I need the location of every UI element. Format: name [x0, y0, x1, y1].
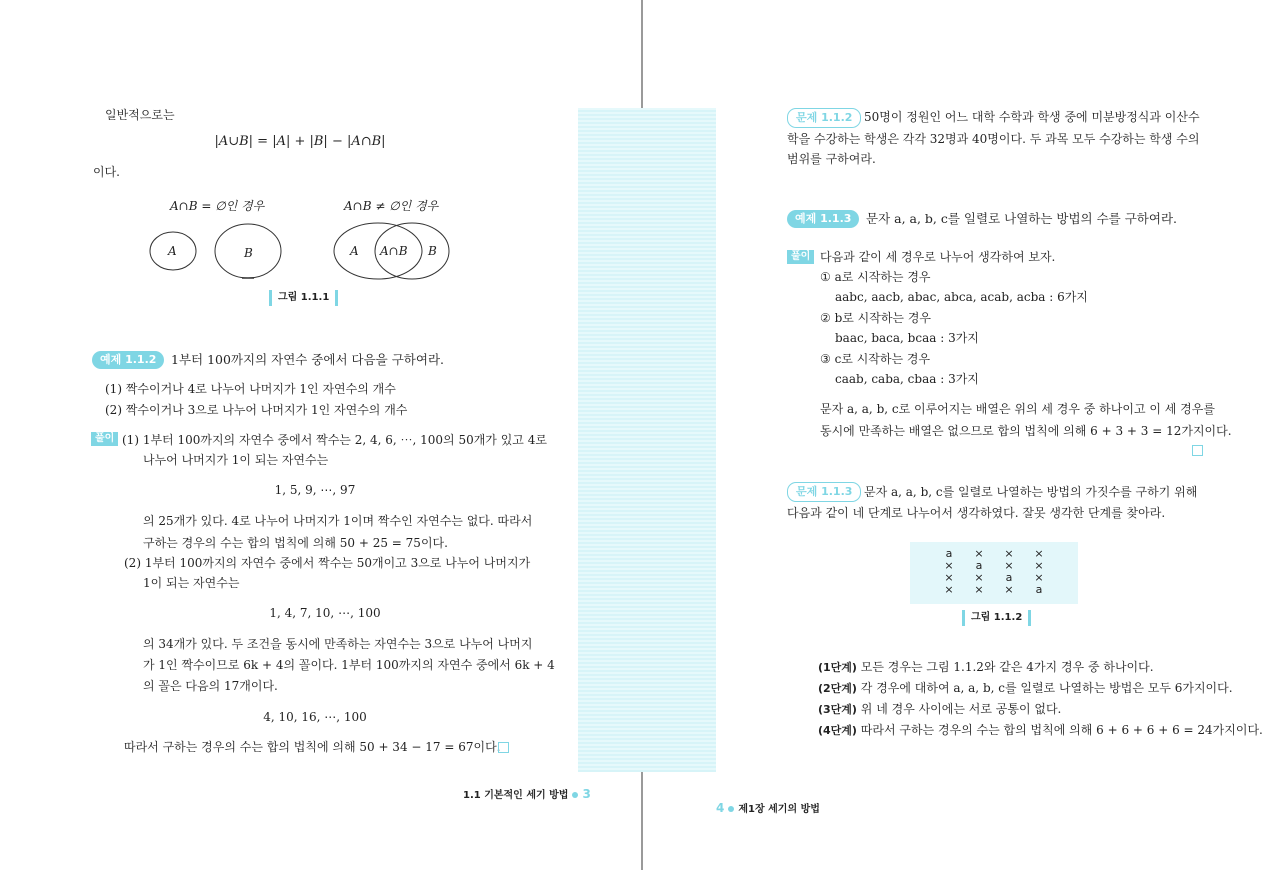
example-badge-1-1-2: 예제 1.1.2 — [92, 351, 164, 369]
example-title-1-1-2: 1부터 100까지의 자연수 중에서 다음을 구하여라. — [171, 352, 445, 367]
intro-text: 일반적으로는 — [105, 108, 175, 122]
qed-box — [1192, 445, 1203, 456]
grid-cell: a — [1035, 583, 1043, 596]
footer-left — [463, 786, 591, 801]
solution-conclusion: 동시에 만족하는 배열은 없으므로 합의 법칙에 의해 6 + 3 + 3 = 12가지이다. — [820, 424, 1232, 438]
grid-cell: × — [944, 559, 954, 572]
solution-badge-left: 풀이 — [91, 432, 118, 446]
problem-text: 학을 수강하는 학생은 각각 32명과 40명이다. 두 과목 모두 수강하는 학생 수의 — [787, 132, 1200, 146]
figure-caption-2: 그림 1.1.2 — [962, 610, 1031, 626]
problem-badge-1-1-2: 문제 1.1.2 — [787, 108, 861, 128]
solution-line: 구하는 경우의 수는 합의 법칙에 의해 50 + 25 = 75이다. — [143, 536, 448, 550]
intro-end: 이다. — [93, 165, 120, 179]
grid-cell: × — [944, 583, 954, 596]
solution-badge-right: 풀이 — [787, 250, 814, 264]
step-1 — [818, 659, 1154, 676]
example-item-2: (2) 짝수이거나 3으로 나누어 나머지가 1인 자연수의 개수 — [105, 403, 408, 417]
step-label: (3단계) — [818, 703, 857, 716]
grid-cell: × — [974, 583, 984, 596]
problem-text: 범위를 구하여라. — [787, 152, 876, 166]
case-body-1: aabc, aacb, abac, abca, acab, acba : 6가지 — [835, 290, 1088, 304]
grid-cell: × — [1034, 571, 1044, 584]
case-head-3: ③ c로 시작하는 경우 — [820, 352, 931, 366]
solution-sequence: 1, 5, 9, ⋯, 97 — [274, 483, 356, 497]
step-label: (2단계) — [818, 682, 857, 695]
grid-cell: × — [1004, 547, 1014, 560]
problem-text: 다음과 같이 네 단계로 나누어서 생각하였다. 잘못 생각한 단계를 찾아라. — [787, 506, 1166, 520]
venn-label-overlap: A∩B ≠ ∅인 경우 — [344, 199, 439, 213]
solution-line: 가 1인 짝수이므로 6k + 4의 꼴이다. 1부터 100까지의 자연수 중에서 6k + 4 — [143, 658, 555, 672]
grid-cell: a — [1005, 571, 1013, 584]
page-number-left: 3 — [582, 787, 591, 801]
venn-b-label-2: B — [428, 244, 437, 258]
solution-conclusion: 문자 a, a, b, c로 이루어지는 배열은 위의 세 경우 중 하나이고 이 세 경우를 — [820, 402, 1215, 416]
footer-dot — [572, 792, 578, 798]
grid-cell: × — [1004, 583, 1014, 596]
grid-cell: a — [975, 559, 983, 572]
case-body-3: caab, caba, cbaa : 3가지 — [835, 372, 979, 386]
solution-line: 의 34개가 있다. 두 조건을 동시에 만족하는 자연수는 3으로 나누어 나머지 — [143, 637, 533, 651]
venn-a-label-2: A — [350, 244, 359, 258]
venn-b-label-1: B — [244, 246, 253, 260]
footer-section-title: 1.1 기본적인 세기 방법 — [463, 790, 569, 801]
qed-box — [498, 742, 509, 753]
example-item-1: (1) 짝수이거나 4로 나누어 나머지가 1인 자연수의 개수 — [105, 382, 396, 396]
step-label: (1단계) — [818, 661, 857, 674]
venn-intersection-label: A∩B — [380, 244, 408, 258]
venn-label-disjoint: A∩B = ∅인 경우 — [170, 199, 265, 213]
footer-dot — [728, 806, 734, 812]
solution-line: (2) 1부터 100까지의 자연수 중에서 짝수는 50개이고 3으로 나누어 나머지가 — [124, 556, 531, 570]
solution-intro: 다음과 같이 세 경우로 나누어 생각하여 보자. — [820, 250, 1056, 264]
grid-cell: × — [1004, 559, 1014, 572]
grid-cell: × — [974, 547, 984, 560]
venn-set-a-overlap — [334, 223, 422, 279]
grid-cell: × — [1034, 547, 1044, 560]
arrangement-grid-figure — [910, 542, 1078, 604]
solution-line: 나누어 나머지가 1이 되는 자연수는 — [143, 453, 329, 467]
step-text: 따라서 구하는 경우의 수는 합의 법칙에 의해 6 + 6 + 6 + 6 = 24가지이다. — [856, 723, 1263, 737]
margin-band — [578, 108, 716, 772]
step-3 — [818, 701, 1061, 718]
grid-cell: a — [945, 547, 953, 560]
venn-a-label-1: A — [168, 244, 177, 258]
footer-chapter-title: 제1장 세기의 방법 — [738, 804, 820, 815]
step-label: (4단계) — [818, 724, 857, 737]
problem-text: 50명이 정원인 어느 대학 수학과 학생 중에 미분방정식과 이산수 — [864, 110, 1200, 124]
grid-cell: × — [944, 571, 954, 584]
step-text: 모든 경우는 그림 1.1.2와 같은 4가지 경우 중 하나이다. — [856, 660, 1154, 674]
step-text: 위 네 경우 사이에는 서로 공통이 없다. — [856, 702, 1062, 716]
venn-diagram — [140, 218, 460, 282]
case-body-2: baac, baca, bcaa : 3가지 — [835, 331, 979, 345]
step-4 — [818, 722, 1263, 739]
solution-line: (1) 1부터 100까지의 자연수 중에서 짝수는 2, 4, 6, ⋯, 100의 50개가 있고 4로 — [122, 433, 547, 447]
step-text: 각 경우에 대하여 a, a, b, c를 일렬로 나열하는 방법은 모두 6가지이다. — [856, 681, 1233, 695]
case-head-1: ① a로 시작하는 경우 — [820, 270, 931, 284]
solution-sequence: 1, 4, 7, 10, ⋯, 100 — [269, 606, 381, 620]
case-head-2: ② b로 시작하는 경우 — [820, 311, 932, 325]
example-title-1-1-3: 문자 a, a, b, c를 일렬로 나열하는 방법의 수를 구하여라. — [866, 211, 1177, 226]
page-number-right: 4 — [716, 801, 725, 815]
figure-caption-1: 그림 1.1.1 — [269, 290, 338, 306]
problem-text: 문자 a, a, b, c를 일렬로 나열하는 방법의 가짓수를 구하기 위해 — [864, 485, 1198, 499]
solution-line: 의 25개가 있다. 4로 나누어 나머지가 1이며 짝수인 자연수는 없다. 따라서 — [143, 514, 533, 528]
solution-sequence: 4, 10, 16, ⋯, 100 — [263, 710, 367, 724]
problem-badge-1-1-3: 문제 1.1.3 — [787, 482, 861, 502]
step-2 — [818, 680, 1233, 697]
solution-line: 따라서 구하는 경우의 수는 합의 법칙에 의해 50 + 34 − 17 = 67이다. — [124, 740, 501, 754]
footer-right — [716, 800, 820, 815]
arrangement-grid — [934, 548, 1054, 596]
grid-cell: × — [1034, 559, 1044, 572]
inclusion-exclusion-formula: |A∪B| = |A| + |B| − |A∩B| — [214, 134, 386, 149]
example-badge-1-1-3: 예제 1.1.3 — [787, 210, 859, 228]
solution-line: 의 꼴은 다음의 17개이다. — [143, 679, 278, 693]
grid-cell: × — [974, 571, 984, 584]
solution-line: 1이 되는 자연수는 — [143, 576, 240, 590]
